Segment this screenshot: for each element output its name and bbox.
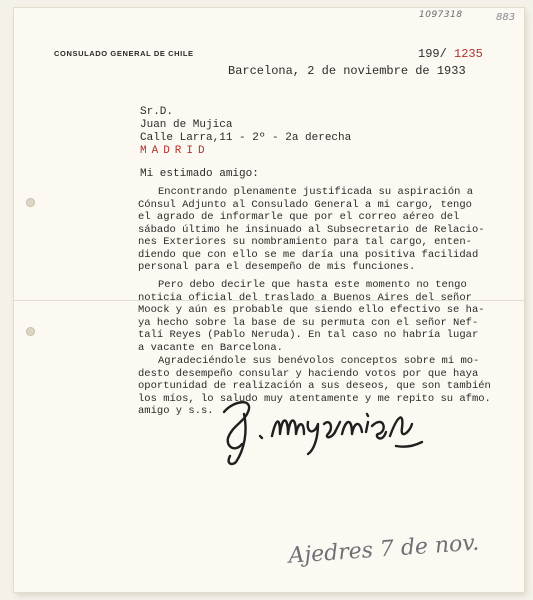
handwritten-signature-icon: [214, 392, 430, 468]
reference-prefix: 199/: [418, 47, 447, 61]
paragraph-line: nes Exteriores su nombramiento para tal cargo, enten-: [138, 236, 472, 248]
paragraph-line: Moock y aún es probable que siendo ello efectivo se ha-: [138, 304, 485, 316]
address-line-2: Juan de Mujica: [140, 119, 233, 131]
paragraph-line: los míos, lo saludo muy atentamente y me repito su afmo.: [138, 392, 491, 405]
archive-catalog-number: 1097318: [419, 10, 463, 20]
reference-number: [418, 47, 483, 61]
paragraph-line: Encontrando plenamente justificada su aspiración a: [158, 186, 474, 198]
archive-folio-number: 883: [496, 12, 516, 23]
paragraph-1: [138, 186, 518, 274]
paragraph-line: talí Reyes (Pablo Neruda). En tal caso no habría lugar: [138, 329, 479, 341]
paragraph-line: Agradeciéndole sus benévolos conceptos sobre mi mo-: [158, 355, 480, 367]
recipient-address: [140, 106, 351, 158]
salutation: Mi estimado amigo:: [140, 168, 259, 180]
pencil-annotation: [286, 520, 486, 570]
paragraph-line: sábado último he insinuado al Subsecretario de Relacio-: [138, 223, 485, 236]
paragraph-line: ya hecho sobre la base de su permuta con el señor Nef-: [138, 316, 479, 329]
address-city: MADRID: [140, 145, 210, 157]
paragraph-line: Pero debo decirle que hasta este momento no tengo: [158, 279, 467, 291]
paragraph-line: diendo que con ello se me daría una positiva facilidad: [138, 248, 479, 261]
address-line-1: Sr.D.: [140, 106, 174, 118]
paragraph-2: [138, 279, 518, 354]
address-line-3: Calle Larra,11 - 2º - 2a derecha: [140, 132, 352, 144]
date-line: Barcelona, 2 de noviembre de 1933: [228, 64, 466, 78]
paragraph-line: oportunidad de realización a sus deseos, que son también: [138, 380, 491, 392]
paragraph-line: desto desempeño consular y haciendo votos por que haya: [138, 367, 479, 380]
pencil-note-text: Ajedres 7 de nov.: [287, 530, 480, 569]
paragraph-line: Cónsul Adjunto al Consulado General a mi cargo, tengo: [138, 198, 472, 211]
reference-stamp-number: 1235: [454, 47, 483, 61]
punch-hole-upper: [26, 198, 35, 207]
paragraph-line: el agrado de informarle que por el correo aéreo del: [138, 211, 460, 223]
paragraph-line: noticia oficial del traslado a Buenos Aires del señor: [138, 291, 472, 304]
punch-hole-lower: [26, 327, 35, 336]
paragraph-line: a vacante en Barcelona.: [138, 341, 283, 354]
paragraph-line: amigo y s.s.: [138, 405, 214, 417]
letterhead: CONSULADO GENERAL DE CHILE: [54, 49, 194, 58]
paragraph-line: personal para el desempeño de mis funciones.: [138, 261, 416, 273]
